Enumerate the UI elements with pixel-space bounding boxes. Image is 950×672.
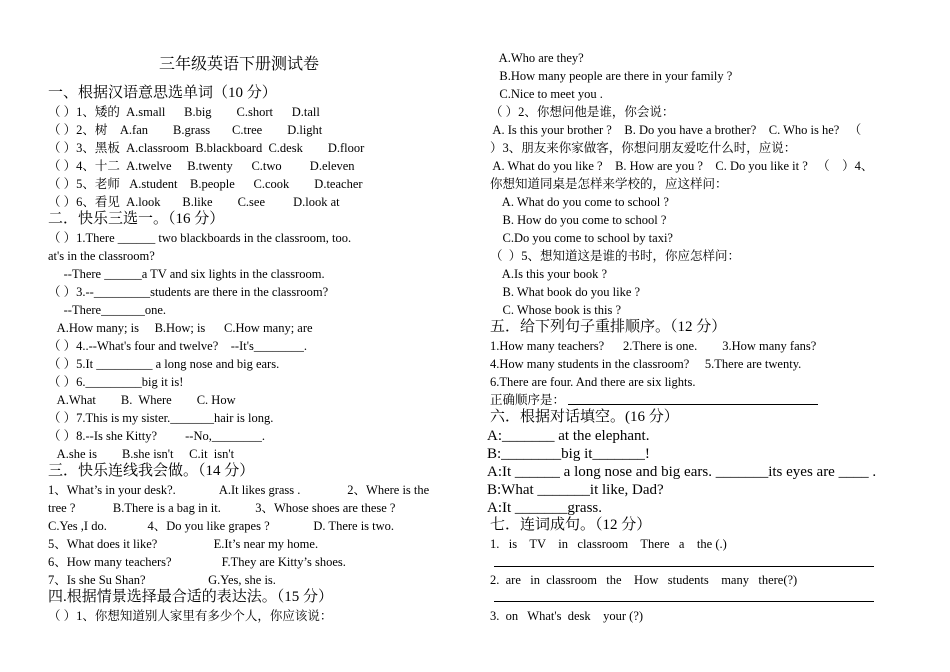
question-line: --There ______a TV and six lights in the classroom. xyxy=(48,267,325,281)
answer-label: 正确顺序是： xyxy=(490,393,566,407)
option-line: C. Whose book is this ? xyxy=(490,303,622,317)
question-line: （ ）5.It _________ a long nose and big ears. xyxy=(48,357,280,371)
option-line: A.Is this your book ? xyxy=(490,267,608,281)
question-line: （ ）5、想知道这是谁的书时，你应怎样问： xyxy=(490,249,741,263)
option-line: B. How do you come to school ? xyxy=(490,213,667,227)
question-line: A. What do you like ? B. How are you ? C. Do you like it ? （ ）4、 xyxy=(490,159,874,173)
answer-line[interactable] xyxy=(494,601,874,602)
question-line: （ ）3、黑板 A.classroom B.blackboard C.desk D.floor xyxy=(48,141,365,155)
sentence-line: 6.There are four. And there are six lights. xyxy=(490,375,696,389)
question-line: （ ）1.There ______ two blackboards in the classroom, too. xyxy=(48,231,352,245)
question-line: （ ）1、矮的 A.small B.big C.short D.tall xyxy=(48,105,320,119)
question-line: A. Is this your brother ? B. Do you have a brother? C. Who is he? （ xyxy=(490,123,862,137)
word-order-line: 3. on What's desk your (?) xyxy=(490,609,644,623)
dialogue-line: B:________big it_______! xyxy=(487,446,650,462)
question-line: --There_______one. xyxy=(48,303,167,317)
question-line: （ ）4..--What's four and twelve? --It's________. xyxy=(48,339,307,353)
question-line: （ ）8.--Is she Kitty? --No,________. xyxy=(48,429,265,443)
question-line: （ ）1、你想知道别人家里有多少个人，你应该说： xyxy=(48,609,333,623)
question-line: A.How many; is B.How; is C.How many; are xyxy=(48,321,313,335)
question-line: （ ）2、你想问他是谁，你会说： xyxy=(490,105,675,119)
option-line: C.Nice to meet you . xyxy=(490,87,603,101)
question-line: 你想知道同桌是怎样来学校的，应这样问： xyxy=(490,177,728,191)
dialogue-line: A:It _______grass. xyxy=(487,500,602,516)
question-line: （ ）3.--_________students are there in the classroom? xyxy=(48,285,329,299)
matching-line: 5、What does it like? E.It’s near my home. xyxy=(48,537,319,551)
question-line: （ ）5、老师 A.student B.people C.cook D.teacher xyxy=(48,177,363,191)
answer-line[interactable] xyxy=(494,566,874,567)
section-heading-7: 七．连词成句。（12 分） xyxy=(490,517,652,533)
word-order-line: 1. is TV in classroom There a the (.) xyxy=(490,537,727,551)
question-line: ）3、朋友来你家做客，你想问朋友爱吃什么时，应说： xyxy=(490,141,797,155)
page-title: 三年级英语下册测试卷 xyxy=(159,56,320,73)
section-heading-3: 三．快乐连线我会做。（14 分） xyxy=(48,463,255,479)
dialogue-line: B:What _______it like, Dad? xyxy=(487,482,664,498)
question-line: A.she is B.she isn't C.it isn't xyxy=(48,447,235,461)
section-heading-4: 四.根据情景选择最合适的表达法。（15 分） xyxy=(48,589,334,605)
matching-line: tree ? B.There is a bag in it. 3、Whose shoes are these ? xyxy=(48,501,396,515)
sentence-line: 4.How many students in the classroom? 5.There are twenty. xyxy=(490,357,802,371)
option-line: B.How many people are there in your family ? xyxy=(490,69,733,83)
question-line: （ ）4、十二 A.twelve B.twenty C.two D.eleven xyxy=(48,159,355,173)
option-line: C.Do you come to school by taxi? xyxy=(490,231,673,245)
word-order-line: 2. are in classroom the How students many there(?) xyxy=(490,573,798,587)
section-heading-1: 一、根据汉语意思选单词（10 分） xyxy=(48,85,277,101)
sentence-line: 1.How many teachers? 2.There is one. 3.How many fans? xyxy=(490,339,817,353)
section-heading-2: 二．快乐三选一。（16 分） xyxy=(48,211,225,227)
dialogue-line: A:It ______ a long nose and big ears. _______its eyes are ____ . xyxy=(487,464,877,480)
dialogue-line: A:_______ at the elephant. xyxy=(487,428,650,444)
section-heading-5: 五．给下列句子重排顺序。（12 分） xyxy=(490,319,727,335)
question-line: （ ）6._________big it is! xyxy=(48,375,184,389)
question-line: A.What B. Where C. How xyxy=(48,393,236,407)
option-line: B. What book do you like ? xyxy=(490,285,641,299)
option-line: A.Who are they? xyxy=(490,51,584,65)
answer-line[interactable] xyxy=(568,404,818,405)
question-line: （ ）6、看见 A.look B.like C.see D.look at xyxy=(48,195,340,209)
matching-line: 7、Is she Su Shan? G.Yes, she is. xyxy=(48,573,276,587)
matching-line: 1、What’s in your desk?. A.It likes grass . 2、Where is the xyxy=(48,483,430,497)
matching-line: C.Yes ,I do. 4、Do you like grapes ? D. There is two. xyxy=(48,519,395,533)
option-line: A. What do you come to school ? xyxy=(490,195,669,209)
matching-line: 6、How many teachers? F.They are Kitty’s shoes. xyxy=(48,555,346,569)
question-line: （ ）7.This is my sister._______hair is long. xyxy=(48,411,274,425)
question-line: at's in the classroom? xyxy=(48,249,155,263)
section-heading-6: 六．根据对话填空。(16 分） xyxy=(490,409,679,425)
question-line: （ ）2、树 A.fan B.grass C.tree D.light xyxy=(48,123,323,137)
